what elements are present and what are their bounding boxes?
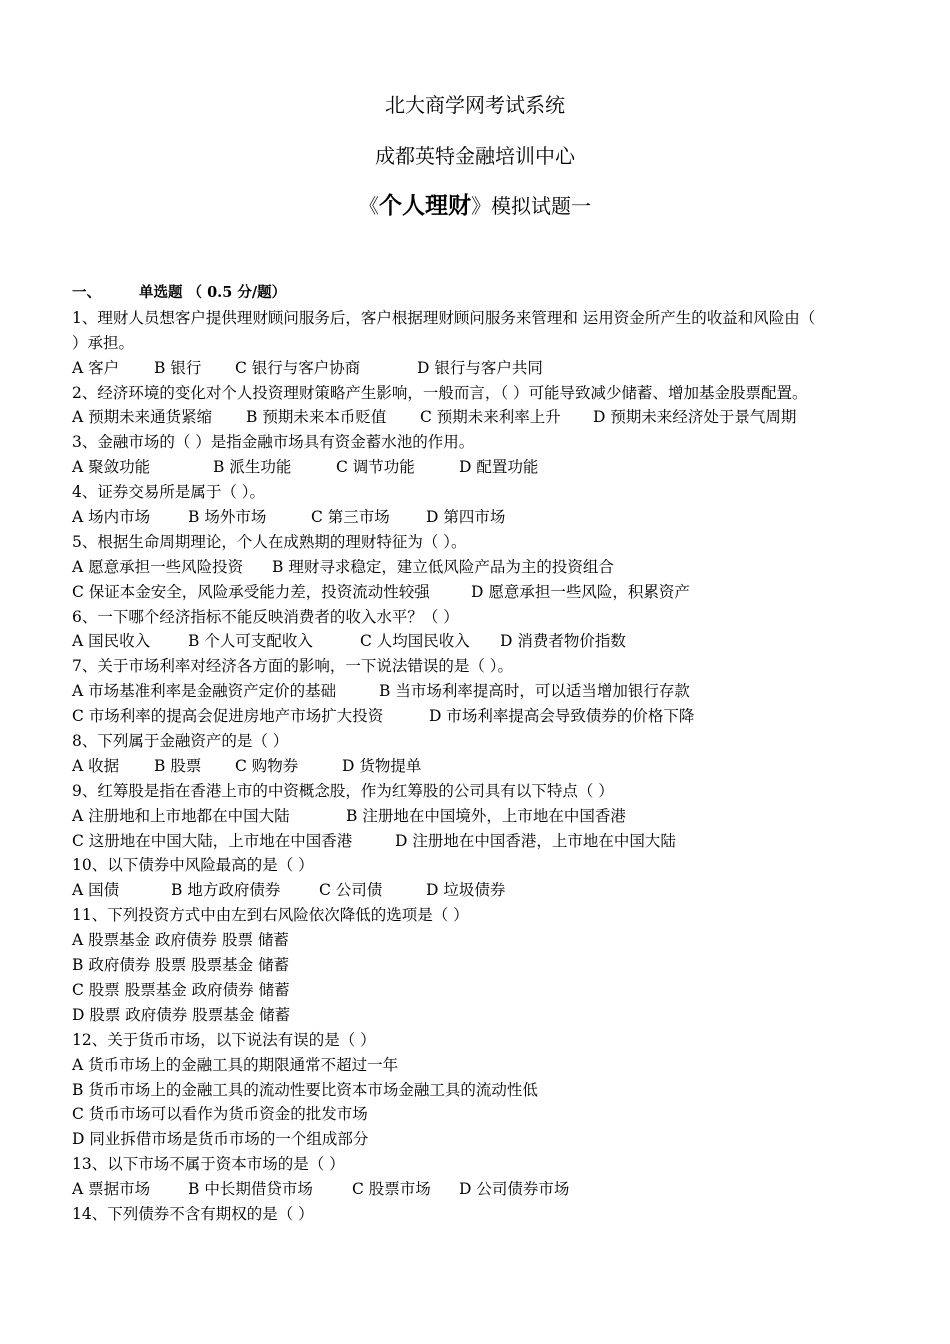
answer-option: C 人均国民收入 xyxy=(360,632,470,651)
system-title: 北大商学网考试系统 xyxy=(385,93,565,117)
answer-option: B 预期未来本币贬值 xyxy=(246,408,387,427)
question-line: D 同业拆借市场是货币市场的一个组成部分 xyxy=(72,1130,369,1149)
exam-title-suffix: 》模拟试题一 xyxy=(471,194,591,218)
options-row xyxy=(72,829,912,854)
section-number: 一、 xyxy=(72,284,101,301)
exam-title-subject: 个人理财 xyxy=(379,192,471,219)
answer-option: D 第四市场 xyxy=(426,508,506,527)
answer-option: C 预期未来利率上升 xyxy=(420,408,561,427)
answer-option: D 公司债券市场 xyxy=(459,1180,570,1199)
answer-option: B 派生功能 xyxy=(213,458,292,477)
question-line: C 货币市场可以看作为货币资金的批发市场 xyxy=(72,1105,368,1124)
options-row xyxy=(72,455,912,480)
question-line: 8、下列属于金融资产的是（ ） xyxy=(72,732,289,751)
answer-option: A 国债 xyxy=(72,881,120,900)
options-row xyxy=(72,1177,912,1202)
section-heading xyxy=(72,281,912,306)
question-line: 7、关于市场利率对经济各方面的影响，一下说法错误的是（ ）。 xyxy=(72,657,514,676)
answer-option: A 预期未来通货紧缩 xyxy=(72,408,213,427)
answer-option: C 股票市场 xyxy=(352,1180,431,1199)
answer-option: B 当市场利率提高时，可以适当增加银行存款 xyxy=(379,682,690,701)
center-title: 成都英特金融培训中心 xyxy=(375,144,575,168)
answer-option: C 市场利率的提高会促进房地产市场扩大投资 xyxy=(72,707,384,726)
answer-option: C 银行与客户协商 xyxy=(235,358,361,377)
answer-option: D 银行与客户共同 xyxy=(417,358,543,377)
answer-option: B 地方政府债券 xyxy=(171,881,281,900)
question-line: 3、金融市场的（ ）是指金融市场具有资金蓄水池的作用。 xyxy=(72,433,475,452)
answer-option: B 个人可支配收入 xyxy=(188,632,313,651)
options-row xyxy=(72,405,912,430)
options-row xyxy=(72,580,912,605)
answer-option: C 调节功能 xyxy=(336,458,415,477)
options-row xyxy=(72,679,912,704)
question-line: B 政府债券 股票 股票基金 储蓄 xyxy=(72,956,290,975)
answer-option: D 配置功能 xyxy=(459,458,539,477)
question-line: A 股票基金 政府债券 股票 储蓄 xyxy=(72,931,289,950)
answer-option: A 收据 xyxy=(72,756,120,775)
answer-option: C 这册地在中国大陆，上市地在中国香港 xyxy=(72,831,353,850)
question-line: 1、理财人员想客户提供理财顾问服务后，客户根据理财顾问服务来管理和 运用资金所产生的收益和风险由（ xyxy=(72,308,816,327)
answer-option: D 垃圾债券 xyxy=(426,881,506,900)
answer-option: D 愿意承担一些风险，积累资产 xyxy=(471,582,690,601)
answer-option: D 预期未来经济处于景气周期 xyxy=(593,408,797,427)
section-title: 单选题 （ 0.5 分/题） xyxy=(139,284,287,301)
answer-option: C 公司债 xyxy=(319,881,383,900)
question-line: 14、下列债券不含有期权的是（ ） xyxy=(72,1204,314,1223)
question-line: 6、一下哪个经济指标不能反映消费者的收入水平？（ ） xyxy=(72,607,459,626)
answer-option: B 股票 xyxy=(154,756,202,775)
answer-option: A 票据市场 xyxy=(72,1180,151,1199)
question-line: 4、证券交易所是属于（ ）。 xyxy=(72,483,266,502)
answer-option: C 保证本金安全，风险承受能力差，投资流动性较强 xyxy=(72,582,430,601)
question-line: 13、以下市场不属于资本市场的是（ ） xyxy=(72,1155,345,1174)
question-line: D 股票 政府债券 股票基金 储蓄 xyxy=(72,1005,291,1024)
question-line: 12、关于货币市场，以下说法有误的是（ ） xyxy=(72,1030,376,1049)
answer-option: A 市场基准利率是金融资产定价的基础 xyxy=(72,682,337,701)
question-line: 11、下列投资方式中由左到右风险依次降低的选项是（ ） xyxy=(72,906,469,925)
options-row xyxy=(72,878,912,903)
question-line: ）承担。 xyxy=(72,333,135,352)
question-list xyxy=(72,281,912,1227)
question-line: A 货币市场上的金融工具的期限通常不超过一年 xyxy=(72,1055,399,1074)
answer-option: A 客户 xyxy=(72,358,120,377)
options-row xyxy=(72,704,912,729)
answer-option: B 银行 xyxy=(154,358,202,377)
answer-option: B 场外市场 xyxy=(188,508,267,527)
options-row xyxy=(72,555,912,580)
answer-option: D 货物提单 xyxy=(342,756,422,775)
question-line: 9、红筹股是指在香港上市的中资概念股，作为红筹股的公司具有以下特点（ ） xyxy=(72,781,614,800)
answer-option: D 消费者物价指数 xyxy=(500,632,626,651)
question-line: 5、根据生命周期理论，个人在成熟期的理财特征为（ ）。 xyxy=(72,532,467,551)
answer-option: A 聚敛功能 xyxy=(72,458,151,477)
answer-option: A 注册地和上市地都在中国大陆 xyxy=(72,806,290,825)
question-line: C 股票 股票基金 政府债券 储蓄 xyxy=(72,980,290,999)
answer-option: A 场内市场 xyxy=(72,508,151,527)
exam-title-open-quote: 《 xyxy=(359,194,379,218)
options-row xyxy=(72,505,912,530)
answer-option: B 中长期借贷市场 xyxy=(188,1180,313,1199)
answer-option: B 理财寻求稳定，建立低风险产品为主的投资组合 xyxy=(272,557,614,576)
answer-option: A 国民收入 xyxy=(72,632,151,651)
answer-option: B 注册地在中国境外，上市地在中国香港 xyxy=(346,806,626,825)
question-line: 2、经济环境的变化对个人投资理财策略产生影响，一般而言，（ ）可能导致减少储蓄、增加基金股票配置。 xyxy=(72,383,808,402)
options-row xyxy=(72,754,912,779)
options-row xyxy=(72,629,912,654)
question-line: B 货币市场上的金融工具的流动性要比资本市场金融工具的流动性低 xyxy=(72,1080,538,1099)
exam-title xyxy=(0,193,950,219)
answer-option: C 第三市场 xyxy=(311,508,390,527)
question-line: 10、以下债券中风险最高的是（ ） xyxy=(72,856,314,875)
answer-option: D 市场利率提高会导致债券的价格下降 xyxy=(429,707,695,726)
answer-option: C 购物券 xyxy=(235,756,299,775)
options-row xyxy=(72,356,912,381)
options-row xyxy=(72,804,912,829)
answer-option: A 愿意承担一些风险投资 xyxy=(72,557,244,576)
answer-option: D 注册地在中国香港，上市地在中国大陆 xyxy=(395,831,676,850)
